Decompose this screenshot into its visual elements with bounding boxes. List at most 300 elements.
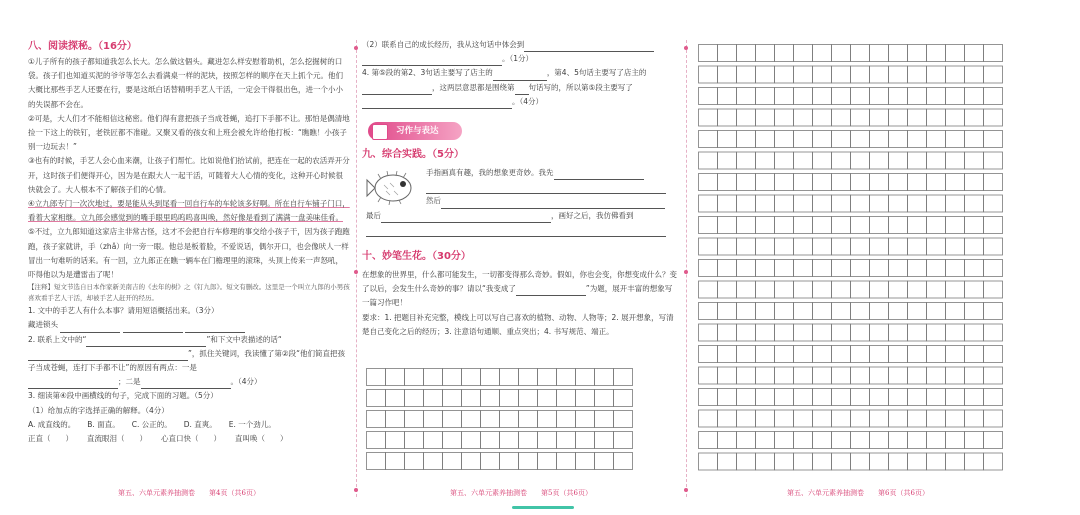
grid-cell[interactable] — [576, 390, 595, 407]
grid-cell[interactable] — [965, 389, 984, 406]
grid-cell[interactable] — [984, 45, 1003, 62]
grid-cell[interactable] — [500, 369, 519, 386]
grid-cell[interactable] — [889, 324, 908, 341]
answer-blank[interactable] — [524, 41, 654, 52]
grid-cell[interactable] — [946, 410, 965, 427]
grid-cell[interactable] — [813, 303, 832, 320]
grid-cell[interactable] — [699, 174, 718, 191]
grid-cell[interactable] — [718, 66, 737, 83]
grid-cell[interactable] — [908, 45, 927, 62]
grid-cell[interactable] — [889, 109, 908, 126]
grid-cell[interactable] — [718, 217, 737, 234]
grid-cell[interactable] — [462, 369, 481, 386]
grid-cell[interactable] — [756, 238, 775, 255]
grid-cell[interactable] — [946, 389, 965, 406]
grid-cell[interactable] — [927, 88, 946, 105]
grid-cell[interactable] — [946, 109, 965, 126]
grid-cell[interactable] — [737, 109, 756, 126]
grid-cell[interactable] — [756, 303, 775, 320]
grid-cell[interactable] — [851, 88, 870, 105]
grid-cell[interactable] — [984, 410, 1003, 427]
grid-cell[interactable] — [756, 66, 775, 83]
grid-cell[interactable] — [813, 152, 832, 169]
grid-cell[interactable] — [718, 281, 737, 298]
grid-cell[interactable] — [889, 281, 908, 298]
answer-blank[interactable] — [441, 198, 665, 209]
grid-cell[interactable] — [813, 195, 832, 212]
grid-cell[interactable] — [832, 109, 851, 126]
grid-cell[interactable] — [908, 453, 927, 470]
answer-blank[interactable] — [362, 84, 432, 95]
grid-cell[interactable] — [737, 281, 756, 298]
grid-cell[interactable] — [832, 88, 851, 105]
grid-cell[interactable] — [443, 453, 462, 470]
grid-cell[interactable] — [984, 131, 1003, 148]
grid-cell[interactable] — [405, 411, 424, 428]
grid-cell[interactable] — [737, 432, 756, 449]
grid-cell[interactable] — [794, 453, 813, 470]
grid-cell[interactable] — [984, 152, 1003, 169]
grid-cell[interactable] — [889, 174, 908, 191]
grid-cell[interactable] — [813, 324, 832, 341]
grid-cell[interactable] — [851, 367, 870, 384]
grid-cell[interactable] — [557, 432, 576, 449]
grid-cell[interactable] — [832, 152, 851, 169]
grid-cell[interactable] — [889, 260, 908, 277]
grid-cell[interactable] — [870, 453, 889, 470]
grid-cell[interactable] — [595, 369, 614, 386]
grid-cell[interactable] — [851, 303, 870, 320]
grid-cell[interactable] — [832, 131, 851, 148]
grid-cell[interactable] — [443, 432, 462, 449]
grid-cell[interactable] — [965, 453, 984, 470]
grid-cell[interactable] — [889, 410, 908, 427]
grid-cell[interactable] — [965, 367, 984, 384]
answer-blank[interactable] — [515, 84, 529, 95]
grid-cell[interactable] — [965, 410, 984, 427]
grid-cell[interactable] — [813, 260, 832, 277]
grid-cell[interactable] — [870, 367, 889, 384]
grid-cell[interactable] — [927, 346, 946, 363]
grid-cell[interactable] — [870, 238, 889, 255]
grid-cell[interactable] — [851, 152, 870, 169]
grid-cell[interactable] — [443, 411, 462, 428]
grid-cell[interactable] — [462, 411, 481, 428]
grid-cell[interactable] — [794, 367, 813, 384]
grid-cell[interactable] — [756, 88, 775, 105]
grid-cell[interactable] — [984, 217, 1003, 234]
grid-cell[interactable] — [927, 45, 946, 62]
grid-cell[interactable] — [889, 152, 908, 169]
grid-cell[interactable] — [794, 109, 813, 126]
grid-cell[interactable] — [946, 174, 965, 191]
grid-cell[interactable] — [775, 410, 794, 427]
grid-cell[interactable] — [927, 131, 946, 148]
grid-cell[interactable] — [946, 131, 965, 148]
grid-cell[interactable] — [699, 346, 718, 363]
grid-cell[interactable] — [870, 217, 889, 234]
grid-cell[interactable] — [832, 346, 851, 363]
grid-cell[interactable] — [851, 389, 870, 406]
grid-cell[interactable] — [832, 217, 851, 234]
grid-cell[interactable] — [699, 131, 718, 148]
grid-cell[interactable] — [794, 324, 813, 341]
grid-cell[interactable] — [984, 432, 1003, 449]
grid-cell[interactable] — [386, 453, 405, 470]
grid-cell[interactable] — [576, 453, 595, 470]
grid-cell[interactable] — [737, 389, 756, 406]
grid-cell[interactable] — [699, 303, 718, 320]
grid-cell[interactable] — [519, 369, 538, 386]
fill-item[interactable]: 直叫唤（ ） — [235, 434, 288, 444]
grid-cell[interactable] — [851, 45, 870, 62]
grid-cell[interactable] — [756, 281, 775, 298]
writing-grid-large[interactable] — [698, 44, 1004, 474]
grid-cell[interactable] — [851, 324, 870, 341]
grid-cell[interactable] — [832, 45, 851, 62]
grid-cell[interactable] — [851, 131, 870, 148]
grid-cell[interactable] — [908, 174, 927, 191]
grid-cell[interactable] — [367, 411, 386, 428]
grid-cell[interactable] — [737, 346, 756, 363]
grid-cell[interactable] — [424, 432, 443, 449]
grid-cell[interactable] — [927, 453, 946, 470]
grid-cell[interactable] — [737, 88, 756, 105]
grid-cell[interactable] — [794, 88, 813, 105]
grid-cell[interactable] — [699, 238, 718, 255]
grid-cell[interactable] — [908, 410, 927, 427]
grid-cell[interactable] — [908, 152, 927, 169]
grid-cell[interactable] — [927, 66, 946, 83]
grid-cell[interactable] — [870, 346, 889, 363]
grid-cell[interactable] — [775, 45, 794, 62]
grid-cell[interactable] — [851, 66, 870, 83]
grid-cell[interactable] — [595, 453, 614, 470]
grid-cell[interactable] — [737, 367, 756, 384]
grid-cell[interactable] — [699, 45, 718, 62]
grid-cell[interactable] — [832, 432, 851, 449]
grid-cell[interactable] — [367, 432, 386, 449]
grid-cell[interactable] — [813, 131, 832, 148]
grid-cell[interactable] — [756, 260, 775, 277]
grid-cell[interactable] — [775, 453, 794, 470]
answer-blank[interactable] — [381, 212, 551, 223]
grid-cell[interactable] — [870, 303, 889, 320]
grid-cell[interactable] — [481, 432, 500, 449]
grid-cell[interactable] — [595, 432, 614, 449]
grid-cell[interactable] — [718, 453, 737, 470]
grid-cell[interactable] — [965, 281, 984, 298]
grid-cell[interactable] — [984, 346, 1003, 363]
grid-cell[interactable] — [965, 45, 984, 62]
grid-cell[interactable] — [756, 324, 775, 341]
grid-cell[interactable] — [424, 411, 443, 428]
grid-cell[interactable] — [946, 281, 965, 298]
grid-cell[interactable] — [775, 88, 794, 105]
grid-cell[interactable] — [870, 109, 889, 126]
grid-cell[interactable] — [737, 131, 756, 148]
grid-cell[interactable] — [794, 238, 813, 255]
grid-cell[interactable] — [576, 369, 595, 386]
grid-cell[interactable] — [927, 389, 946, 406]
grid-cell[interactable] — [557, 411, 576, 428]
grid-cell[interactable] — [718, 238, 737, 255]
grid-cell[interactable] — [794, 66, 813, 83]
grid-cell[interactable] — [405, 390, 424, 407]
grid-cell[interactable] — [965, 238, 984, 255]
grid-cell[interactable] — [557, 453, 576, 470]
grid-cell[interactable] — [386, 411, 405, 428]
grid-cell[interactable] — [775, 152, 794, 169]
grid-cell[interactable] — [424, 369, 443, 386]
grid-cell[interactable] — [737, 174, 756, 191]
grid-cell[interactable] — [775, 174, 794, 191]
grid-cell[interactable] — [813, 346, 832, 363]
grid-cell[interactable] — [386, 390, 405, 407]
grid-cell[interactable] — [718, 260, 737, 277]
grid-cell[interactable] — [984, 281, 1003, 298]
grid-cell[interactable] — [984, 260, 1003, 277]
grid-cell[interactable] — [500, 432, 519, 449]
grid-cell[interactable] — [775, 432, 794, 449]
grid-cell[interactable] — [908, 66, 927, 83]
grid-cell[interactable] — [927, 195, 946, 212]
grid-cell[interactable] — [756, 45, 775, 62]
grid-cell[interactable] — [946, 88, 965, 105]
grid-cell[interactable] — [576, 432, 595, 449]
grid-cell[interactable] — [718, 303, 737, 320]
grid-cell[interactable] — [794, 346, 813, 363]
grid-cell[interactable] — [908, 324, 927, 341]
grid-cell[interactable] — [870, 45, 889, 62]
grid-cell[interactable] — [965, 131, 984, 148]
grid-cell[interactable] — [870, 432, 889, 449]
grid-cell[interactable] — [737, 453, 756, 470]
grid-cell[interactable] — [889, 389, 908, 406]
answer-blank[interactable] — [28, 378, 118, 389]
grid-cell[interactable] — [870, 389, 889, 406]
grid-cell[interactable] — [699, 66, 718, 83]
grid-cell[interactable] — [718, 389, 737, 406]
grid-cell[interactable] — [718, 174, 737, 191]
grid-cell[interactable] — [699, 109, 718, 126]
grid-cell[interactable] — [946, 453, 965, 470]
grid-cell[interactable] — [832, 324, 851, 341]
grid-cell[interactable] — [756, 410, 775, 427]
grid-cell[interactable] — [699, 410, 718, 427]
grid-cell[interactable] — [699, 453, 718, 470]
grid-cell[interactable] — [699, 324, 718, 341]
grid-cell[interactable] — [946, 260, 965, 277]
grid-cell[interactable] — [851, 410, 870, 427]
grid-cell[interactable] — [851, 346, 870, 363]
grid-cell[interactable] — [927, 367, 946, 384]
grid-cell[interactable] — [908, 281, 927, 298]
grid-cell[interactable] — [927, 281, 946, 298]
grid-cell[interactable] — [443, 390, 462, 407]
grid-cell[interactable] — [737, 66, 756, 83]
fill-item[interactable]: 心直口快（ ） — [161, 434, 221, 444]
grid-cell[interactable] — [367, 453, 386, 470]
grid-cell[interactable] — [870, 410, 889, 427]
grid-cell[interactable] — [832, 66, 851, 83]
grid-cell[interactable] — [386, 432, 405, 449]
grid-cell[interactable] — [699, 389, 718, 406]
answer-blank[interactable] — [362, 55, 502, 66]
grid-cell[interactable] — [737, 45, 756, 62]
grid-cell[interactable] — [718, 410, 737, 427]
grid-cell[interactable] — [851, 432, 870, 449]
grid-cell[interactable] — [500, 390, 519, 407]
grid-cell[interactable] — [870, 195, 889, 212]
grid-cell[interactable] — [908, 195, 927, 212]
grid-cell[interactable] — [813, 238, 832, 255]
grid-cell[interactable] — [595, 411, 614, 428]
grid-cell[interactable] — [794, 174, 813, 191]
grid-cell[interactable] — [946, 432, 965, 449]
grid-cell[interactable] — [775, 109, 794, 126]
grid-cell[interactable] — [813, 217, 832, 234]
grid-cell[interactable] — [737, 324, 756, 341]
grid-cell[interactable] — [832, 389, 851, 406]
grid-cell[interactable] — [405, 453, 424, 470]
grid-cell[interactable] — [614, 453, 633, 470]
answer-blank[interactable] — [554, 169, 644, 180]
grid-cell[interactable] — [462, 432, 481, 449]
grid-cell[interactable] — [984, 453, 1003, 470]
grid-cell[interactable] — [699, 152, 718, 169]
grid-cell[interactable] — [756, 453, 775, 470]
grid-cell[interactable] — [367, 390, 386, 407]
grid-cell[interactable] — [794, 217, 813, 234]
grid-cell[interactable] — [794, 45, 813, 62]
grid-cell[interactable] — [794, 152, 813, 169]
grid-cell[interactable] — [851, 195, 870, 212]
grid-cell[interactable] — [908, 131, 927, 148]
grid-cell[interactable] — [965, 109, 984, 126]
grid-cell[interactable] — [756, 174, 775, 191]
grid-cell[interactable] — [851, 281, 870, 298]
grid-cell[interactable] — [538, 453, 557, 470]
grid-cell[interactable] — [813, 88, 832, 105]
grid-cell[interactable] — [946, 367, 965, 384]
grid-cell[interactable] — [927, 432, 946, 449]
grid-cell[interactable] — [870, 324, 889, 341]
grid-cell[interactable] — [927, 410, 946, 427]
grid-cell[interactable] — [737, 260, 756, 277]
grid-cell[interactable] — [756, 432, 775, 449]
grid-cell[interactable] — [908, 217, 927, 234]
grid-cell[interactable] — [576, 411, 595, 428]
grid-cell[interactable] — [775, 238, 794, 255]
answer-blank[interactable] — [141, 378, 231, 389]
grid-cell[interactable] — [775, 217, 794, 234]
grid-cell[interactable] — [718, 195, 737, 212]
grid-cell[interactable] — [965, 88, 984, 105]
grid-cell[interactable] — [832, 238, 851, 255]
grid-cell[interactable] — [718, 324, 737, 341]
grid-cell[interactable] — [870, 174, 889, 191]
grid-cell[interactable] — [965, 303, 984, 320]
grid-cell[interactable] — [699, 281, 718, 298]
grid-cell[interactable] — [756, 195, 775, 212]
grid-cell[interactable] — [870, 88, 889, 105]
grid-cell[interactable] — [794, 195, 813, 212]
grid-cell[interactable] — [500, 411, 519, 428]
grid-cell[interactable] — [367, 369, 386, 386]
grid-cell[interactable] — [946, 152, 965, 169]
grid-cell[interactable] — [851, 238, 870, 255]
grid-cell[interactable] — [851, 260, 870, 277]
grid-cell[interactable] — [538, 390, 557, 407]
grid-cell[interactable] — [870, 66, 889, 83]
grid-cell[interactable] — [794, 389, 813, 406]
grid-cell[interactable] — [462, 390, 481, 407]
grid-cell[interactable] — [813, 453, 832, 470]
grid-cell[interactable] — [756, 109, 775, 126]
grid-cell[interactable] — [870, 131, 889, 148]
grid-cell[interactable] — [908, 88, 927, 105]
grid-cell[interactable] — [908, 109, 927, 126]
grid-cell[interactable] — [889, 432, 908, 449]
grid-cell[interactable] — [595, 390, 614, 407]
grid-cell[interactable] — [699, 217, 718, 234]
grid-cell[interactable] — [737, 410, 756, 427]
grid-cell[interactable] — [699, 367, 718, 384]
grid-cell[interactable] — [965, 174, 984, 191]
grid-cell[interactable] — [737, 303, 756, 320]
grid-cell[interactable] — [718, 152, 737, 169]
grid-cell[interactable] — [927, 174, 946, 191]
grid-cell[interactable] — [889, 66, 908, 83]
grid-cell[interactable] — [481, 411, 500, 428]
grid-cell[interactable] — [519, 453, 538, 470]
fill-item[interactable]: 正直（ ） — [28, 434, 73, 444]
grid-cell[interactable] — [889, 131, 908, 148]
grid-cell[interactable] — [851, 109, 870, 126]
grid-cell[interactable] — [756, 131, 775, 148]
grid-cell[interactable] — [946, 195, 965, 212]
writing-grid-small[interactable] — [366, 368, 638, 476]
grid-cell[interactable] — [851, 174, 870, 191]
grid-cell[interactable] — [851, 453, 870, 470]
grid-cell[interactable] — [832, 174, 851, 191]
grid-cell[interactable] — [737, 217, 756, 234]
grid-cell[interactable] — [481, 390, 500, 407]
grid-cell[interactable] — [718, 432, 737, 449]
grid-cell[interactable] — [405, 432, 424, 449]
answer-blank[interactable] — [366, 226, 666, 237]
grid-cell[interactable] — [614, 390, 633, 407]
grid-cell[interactable] — [984, 195, 1003, 212]
answer-blank[interactable] — [362, 98, 512, 109]
grid-cell[interactable] — [481, 369, 500, 386]
grid-cell[interactable] — [775, 195, 794, 212]
grid-cell[interactable] — [908, 346, 927, 363]
grid-cell[interactable] — [965, 217, 984, 234]
grid-cell[interactable] — [519, 432, 538, 449]
grid-cell[interactable] — [965, 152, 984, 169]
grid-cell[interactable] — [908, 367, 927, 384]
grid-cell[interactable] — [756, 389, 775, 406]
grid-cell[interactable] — [984, 367, 1003, 384]
grid-cell[interactable] — [813, 45, 832, 62]
grid-cell[interactable] — [794, 432, 813, 449]
grid-cell[interactable] — [699, 88, 718, 105]
grid-cell[interactable] — [538, 432, 557, 449]
grid-cell[interactable] — [813, 432, 832, 449]
grid-cell[interactable] — [775, 346, 794, 363]
